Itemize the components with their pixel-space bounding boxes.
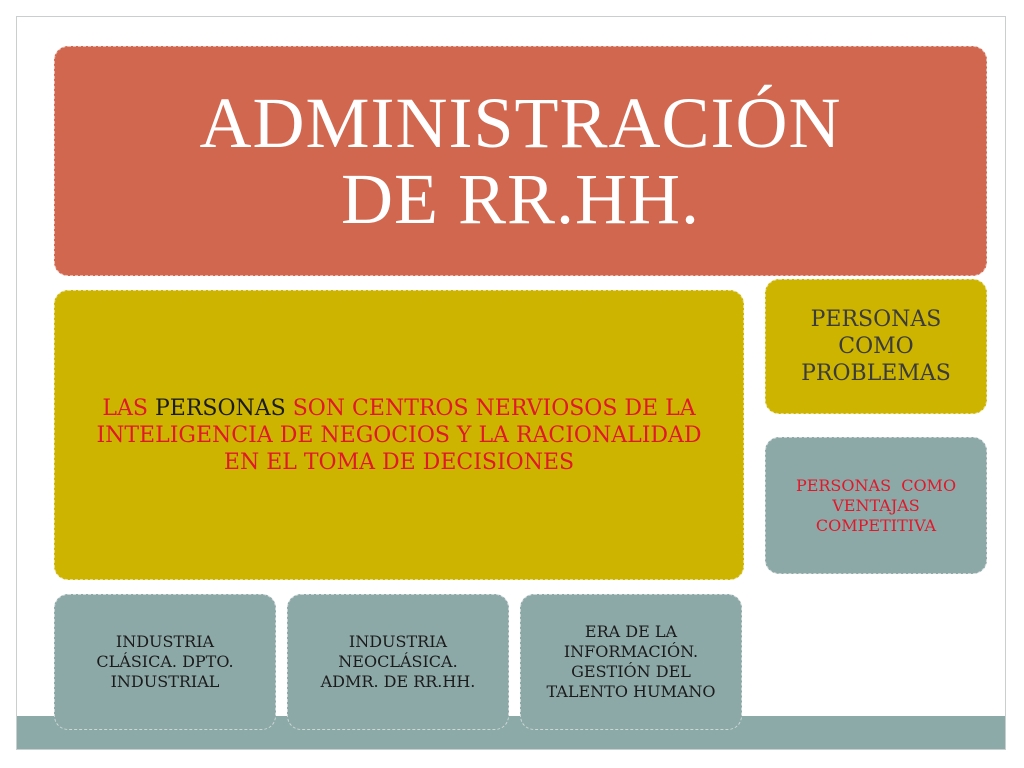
title-box	[54, 46, 987, 276]
main-statement-highlight: PERSONAS	[154, 395, 286, 421]
main-statement	[77, 395, 721, 476]
era-label-industria-clasica: INDUSTRIA CLÁSICA. DPTO. INDUSTRIAL	[96, 632, 234, 691]
era-box-informacion	[520, 594, 742, 730]
era-label-informacion: ERA DE LA INFORMACIÓN. GESTIÓN DEL TALENTO HUMANO	[546, 622, 716, 701]
main-statement-part-3: SON CENTROS NERVIOSOS DE LA INTELIGENCIA DE NEGOCIOS Y LA RACIONALIDAD EN EL TOMA DE DECISIONES	[96, 395, 702, 475]
title-line-1: ADMINISTRACIÓN	[199, 83, 842, 163]
title-text	[200, 85, 842, 237]
personas-ventajas-label: PERSONAS COMO VENTAJAS COMPETITIVA	[795, 475, 962, 535]
era-box-industria-clasica	[54, 594, 276, 730]
main-statement-part-1: LAS	[102, 395, 155, 421]
personas-problemas-label: PERSONAS COMO PROBLEMAS	[801, 307, 951, 386]
title-line-2: DE RR.HH.	[340, 159, 700, 239]
era-box-industria-neoclasica	[287, 594, 509, 730]
main-statement-box	[54, 290, 744, 580]
personas-ventajas-box	[765, 437, 987, 574]
era-label-industria-neoclasica: INDUSTRIA NEOCLÁSICA. ADMR. DE RR.HH.	[320, 632, 476, 691]
personas-problemas-box	[765, 279, 987, 414]
